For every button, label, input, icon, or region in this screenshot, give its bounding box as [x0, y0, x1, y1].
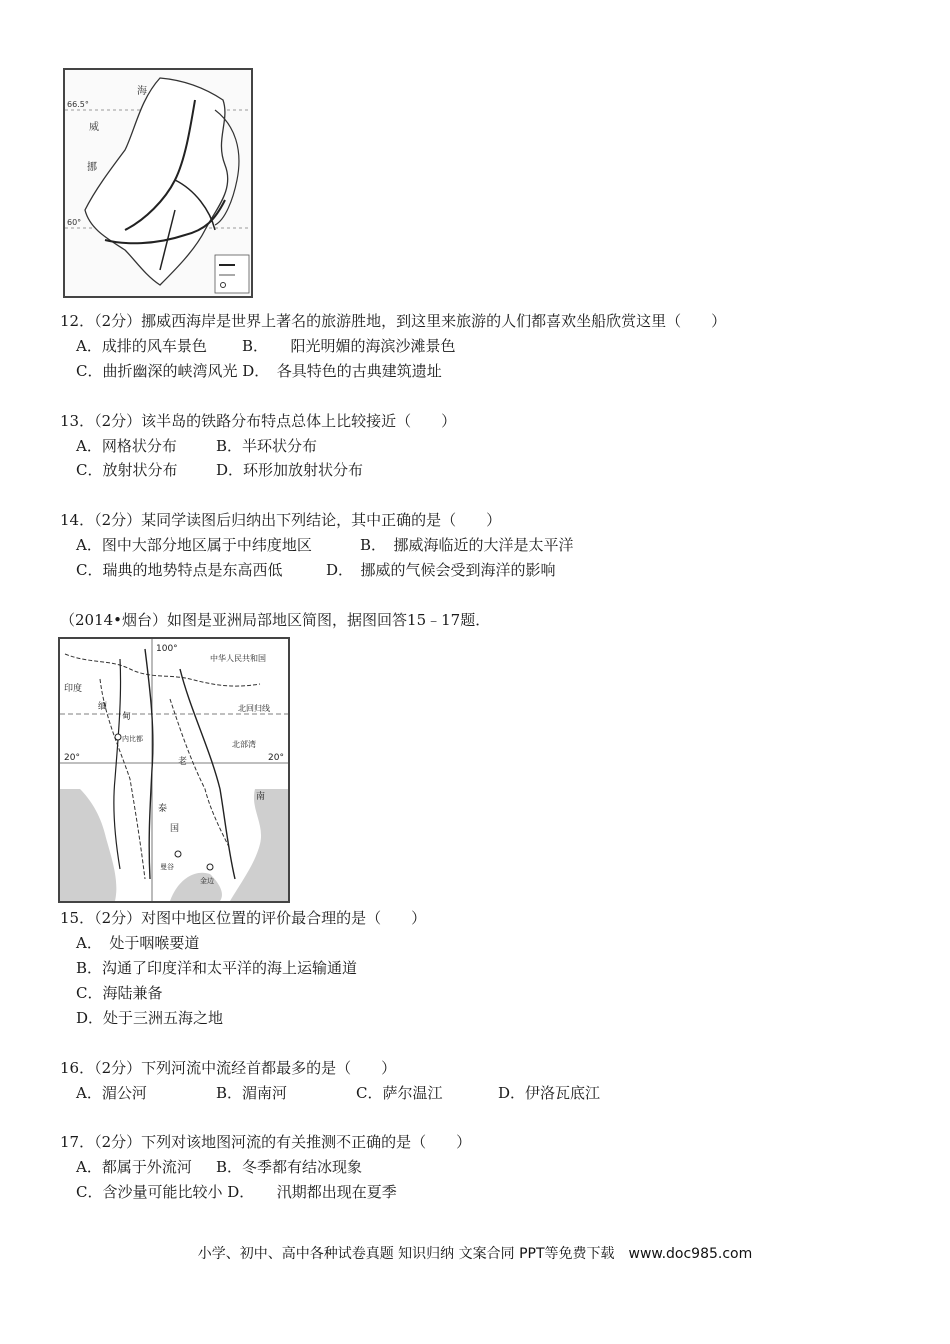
q13-stem: 13．（2分）该半岛的铁路分布特点总体上比较接近（ ） [60, 412, 457, 430]
scandinavia-map-drawing [65, 70, 251, 296]
map2-label-tai: 泰 [158, 804, 168, 814]
q14-option-d[interactable]: D． 挪威的气候会受到海洋的影响 [326, 561, 556, 579]
q14-stem: 14．（2分）某同学读图后归纳出下列结论，其中正确的是（ ） [60, 511, 502, 529]
map2-label-longitude: 100° [156, 644, 178, 654]
q12-option-a[interactable]: A．成排的风车景色 [76, 337, 207, 355]
map2-label-tropic: 北回归线 [238, 704, 270, 713]
q13-option-a[interactable]: A．网格状分布 [76, 437, 177, 455]
southeast-asia-map [58, 637, 290, 903]
map2-label-bangkok: 曼谷 [160, 863, 174, 871]
q13-option-d[interactable]: D．环形加放射状分布 [216, 461, 364, 479]
q13-option-c[interactable]: C．放射状分布 [76, 461, 178, 479]
map2-label-india: 印度 [64, 684, 83, 694]
q16-option-d[interactable]: D．伊洛瓦底江 [498, 1084, 601, 1102]
scandinavia-map [63, 68, 253, 298]
map2-label-lao: 老 [178, 757, 188, 767]
q12-stem: 12．（2分）挪威西海岸是世界上著名的旅游胜地，到这里来旅游的人们都喜欢坐船欣赏这里（ ） [60, 312, 727, 330]
q17-option-c-d[interactable]: C．含沙量可能比较小 D． 汛期都出现在夏季 [76, 1183, 397, 1201]
map2-label-phnompenh: 金边 [200, 877, 214, 885]
q14-option-a[interactable]: A．图中大部分地区属于中纬度地区 [76, 536, 312, 554]
q17-stem: 17．（2分）下列对该地图河流的有关推测不正确的是（ ） [60, 1133, 472, 1151]
map2-label-nan: 南 [256, 792, 266, 802]
map2-label-china: 中华人民共和国 [210, 654, 266, 663]
map1-label-lat66: 66.5° [67, 100, 89, 109]
map2-label-lat-left: 20° [64, 753, 80, 763]
map1-label-wei: 威 [89, 122, 99, 133]
q15-option-c[interactable]: C．海陆兼备 [76, 984, 163, 1002]
q13-option-b[interactable]: B．半环状分布 [216, 437, 318, 455]
section-intro: （2014•烟台）如图是亚洲局部地区简图，据图回答15﹣17题． [60, 611, 491, 629]
q15-stem: 15．（2分）对图中地区位置的评价最合理的是（ ） [60, 909, 427, 927]
map1-label-nuo: 挪 [87, 162, 97, 173]
map1-label-lat60: 60° [67, 218, 82, 227]
q12-option-b[interactable]: B． 阳光明媚的海滨沙滩景色 [242, 337, 456, 355]
q15-option-d[interactable]: D．处于三洲五海之地 [76, 1009, 224, 1027]
q17-option-a[interactable]: A．都属于外流河 [76, 1158, 192, 1176]
page-footer: 小学、初中、高中各种试卷真题 知识归纳 文案合同 PPT等免费下载 www.doc985.com [197, 1246, 753, 1262]
map1-label-sea: 海 [137, 86, 147, 97]
q12-option-c-d[interactable]: C．曲折幽深的峡湾风光 D． 各具特色的古典建筑遗址 [76, 362, 442, 380]
q15-option-a[interactable]: A． 处于咽喉要道 [76, 934, 200, 952]
southeast-asia-map-drawing [60, 639, 288, 901]
q14-option-b[interactable]: B． 挪威海临近的大洋是太平洋 [360, 536, 574, 554]
q15-option-b[interactable]: B．沟通了印度洋和太平洋的海上运输通道 [76, 959, 358, 977]
map2-label-naypyidaw: 内比都 [122, 735, 143, 743]
q16-stem: 16．（2分）下列河流中流经首都最多的是（ ） [60, 1059, 397, 1077]
q16-option-a[interactable]: A．湄公河 [76, 1084, 147, 1102]
q17-option-b[interactable]: B．冬季都有结冰现象 [216, 1158, 363, 1176]
map2-label-dian: 甸 [122, 712, 132, 722]
map2-label-gulf: 北部湾 [232, 740, 256, 749]
map2-label-lat-right: 20° [268, 753, 284, 763]
q16-option-b[interactable]: B．湄南河 [216, 1084, 288, 1102]
map2-label-mian: 缅 [98, 702, 108, 712]
q14-option-c[interactable]: C．瑞典的地势特点是东高西低 [76, 561, 283, 579]
map2-label-guo: 国 [170, 824, 180, 834]
q16-option-c[interactable]: C．萨尔温江 [356, 1084, 443, 1102]
